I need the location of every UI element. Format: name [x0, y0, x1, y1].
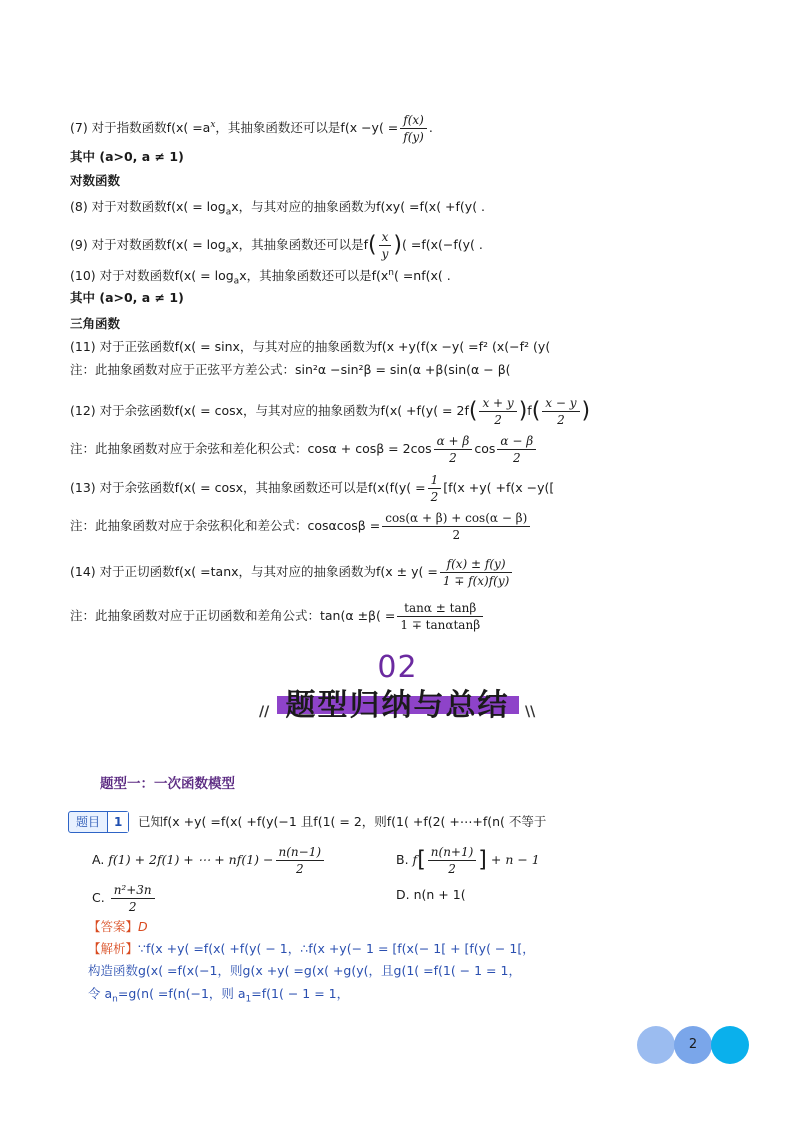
page-number: 2: [688, 1037, 698, 1052]
item-14: (14) 对于正切函数f(x( =tanx，与其对应的抽象函数为f(x ± y( = $\frac{f(x) \pm f(y)}{1 \mp f(x)f(y)}$: [70, 556, 514, 589]
question-stem: 已知f(x +y( =f(x( +f(y(−1 且f(1( = 2，则f(1( +f(2( +⋯+f(n( 不等于: [138, 814, 547, 829]
item-8: (8) 对于对数函数$f(x( = \log_ax$，与其对应的抽象函数为f(xy( =f(x( +f(y( .: [70, 199, 486, 218]
option-a: A. f(1) + 2f(1) + ⋯ + nf(1) − $\frac{n(n-1)}{2}$: [92, 844, 326, 877]
note-11: 注：此抽象函数对应于正弦平方差公式：sin²α −sin²β = sin(α +β(sin(α − β(: [70, 362, 511, 377]
section-banner: [255, 648, 540, 728]
option-c: C. $\frac{\text{n²+3n}}{2}$: [92, 882, 157, 915]
section-heading-log: 对数函数: [70, 173, 121, 188]
item-7: (7) 对于指数函数$f(x( =a^x$，其抽象函数还可以是f(x −y( = $\frac{f(x)}{f(y)}$ .: [70, 113, 433, 144]
question-number: 1: [107, 812, 128, 832]
section-heading-trig: 三角函数: [70, 316, 121, 331]
condition-note: 其中 (a>0, a ≠ 1): [70, 149, 184, 164]
note-14: 注：此抽象函数对应于正切函数和差角公式：tan(α ±β( = $\frac{\tan\alpha \pm \tan\beta}{1 \mp \tan\alpha\tan\beta}$: [70, 600, 485, 633]
fraction: $\frac{f(x)}{f(y)}$: [400, 112, 427, 145]
note-12: 注：此抽象函数对应于余弦和差化积公式：cosα + cosβ = 2cos $\frac{\alpha + \beta}{2}$ cos $\frac{\alpha - \beta}{2}$: [70, 433, 538, 466]
option-b: B. f[ $\frac{n(n+1)}{2}$ ] + n − 1: [396, 845, 540, 876]
item-13: (13) 对于余弦函数f(x( = cosx，其抽象函数还可以是f(x(f(y( = $\frac{1}{2}$ [f(x +y( +f(x −y([: [70, 473, 555, 504]
item-10: (10) 对于对数函数$f(x( = \log_ax$，其抽象函数还可以是$f(x^n( =nf(x$( .: [70, 268, 451, 287]
question-tag-label: 题目: [76, 815, 101, 829]
analysis-line-1: 【解析】∵f(x +y( =f(x( +f(y( − 1，∴f(x +y(− 1 = [f(x(− 1[ + [f(y( − 1[，: [88, 941, 535, 956]
section-number: 02: [377, 650, 418, 685]
analysis-line-3: 令 $a_n=g(n( =f(n(-1$，则 $a_1=f(1( - 1 = 1$，: [88, 986, 350, 1005]
item-11: (11) 对于正弦函数f(x( = sinx，与其对应的抽象函数为f(x +y(f(x −y( =f² (x(−f² (y(: [70, 339, 551, 354]
item-12: (12) 对于余弦函数f(x( = cosx，与其对应的抽象函数为f(x( +f(y( = 2f( $\frac{x + y}{2}$ )f( $\frac{x - y}{2}$ ): [70, 396, 591, 427]
answer-line: 【答案】D: [88, 919, 148, 934]
question-tag: [68, 811, 129, 833]
analysis-line-2: 构造函数g(x( =f(x(−1，则g(x +y( =g(x( +g(y(，且g(1( =f(1( − 1 = 1，: [88, 963, 521, 978]
item-9: (9) 对于对数函数$f(x( = \log_ax$，其抽象函数还可以是f( $\frac{x}{y}$ )( =f(x(−f(y( .: [70, 230, 483, 261]
page-circle-decoration: [711, 1026, 749, 1064]
slash-decoration-right: \\: [525, 704, 536, 720]
section-title: 题型归纳与总结: [285, 688, 510, 723]
condition-note: 其中 (a>0, a ≠ 1): [70, 290, 184, 305]
question-type-heading: 题型一：一次函数模型: [100, 776, 235, 792]
option-d: D. n(n + 1(: [396, 887, 466, 902]
page-circle-decoration: [637, 1026, 675, 1064]
slash-decoration-left: //: [259, 704, 270, 720]
note-13: 注：此抽象函数对应于余弦积化和差公式：cosαcosβ = $\frac{\cos(\alpha + \beta) + \cos(\alpha - \beta)}{2}$: [70, 510, 532, 543]
